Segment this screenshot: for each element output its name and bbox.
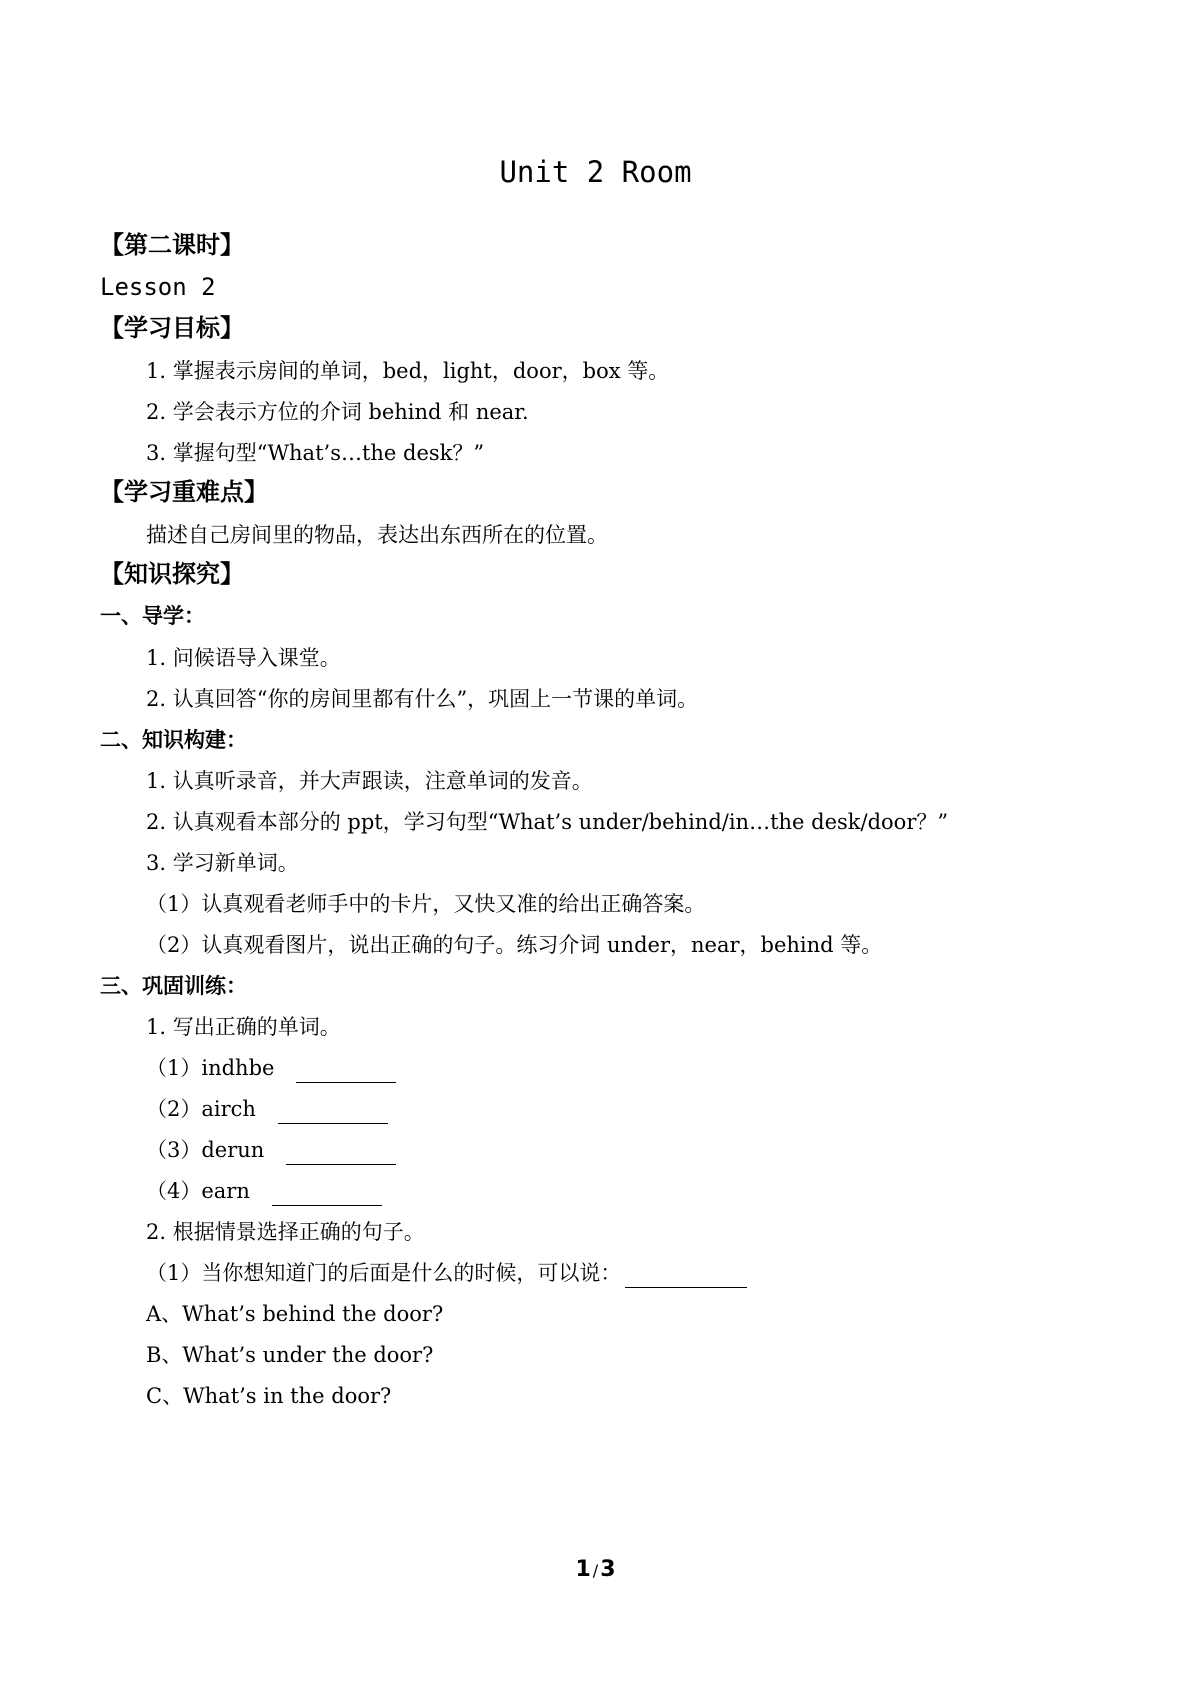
scrambled-word-item <box>146 1176 382 1206</box>
key-points-heading: 【学习重难点】 <box>100 478 268 506</box>
key-points-text: 描述自己房间里的物品，表达出东西所在的位置。 <box>146 523 608 547</box>
scrambled-word-item <box>146 1135 396 1165</box>
answer-option: A、What’s behind the door? <box>146 1302 444 1326</box>
answer-option: C、What’s in the door? <box>146 1384 392 1408</box>
scrambled-word: （1）indhbe <box>146 1056 275 1080</box>
explore-heading: 【知识探究】 <box>100 560 244 588</box>
page-separator: / <box>592 1561 599 1580</box>
task-instruction: 1. 写出正确的单词。 <box>146 1015 341 1039</box>
answer-option: B、What’s under the door? <box>146 1343 434 1367</box>
document-title: Unit 2 Room <box>499 155 692 189</box>
page-total: 3 <box>600 1557 616 1582</box>
section-title: 三、巩固训练： <box>100 974 247 998</box>
question-item <box>146 1258 747 1288</box>
page-current: 1 <box>575 1557 591 1582</box>
objective-item: 1. 掌握表示房间的单词，bed，light，door，box 等。 <box>146 359 670 383</box>
section-subitem: （1）认真观看老师手中的卡片，又快又准的给出正确答案。 <box>146 892 706 916</box>
scrambled-word-item <box>146 1094 388 1124</box>
section-item: 1. 问候语导入课堂。 <box>146 646 341 670</box>
answer-blank[interactable] <box>286 1144 396 1165</box>
scrambled-word-item <box>146 1053 396 1083</box>
section-item: 3. 学习新单词。 <box>146 851 299 875</box>
scrambled-word: （4）earn <box>146 1179 250 1203</box>
section-subitem: （2）认真观看图片，说出正确的句子。练习介词 under，near，behind 等。 <box>146 933 883 957</box>
page-number <box>0 1557 1191 1582</box>
lesson-label: Lesson 2 <box>100 273 216 301</box>
answer-blank[interactable] <box>278 1103 388 1124</box>
objective-item: 3. 掌握句型“What’s…the desk？” <box>146 441 485 465</box>
section-item: 2. 认真观看本部分的 ppt，学习句型“What’s under/behind/in…the desk/door？” <box>146 810 949 834</box>
answer-blank[interactable] <box>625 1267 747 1288</box>
scrambled-word: （3）derun <box>146 1138 265 1162</box>
section-item: 2. 认真回答“你的房间里都有什么”，巩固上一节课的单词。 <box>146 687 699 711</box>
objective-item: 2. 学会表示方位的介词 behind 和 near. <box>146 400 529 424</box>
scrambled-word: （2）airch <box>146 1097 256 1121</box>
lesson-time-heading: 【第二课时】 <box>100 231 244 259</box>
section-item: 1. 认真听录音，并大声跟读，注意单词的发音。 <box>146 769 593 793</box>
question-text: （1）当你想知道门的后面是什么的时候，可以说： <box>146 1261 622 1285</box>
section-title: 二、知识构建： <box>100 728 247 752</box>
answer-blank[interactable] <box>272 1185 382 1206</box>
section-title: 一、导学： <box>100 604 205 628</box>
objectives-heading: 【学习目标】 <box>100 314 244 342</box>
task-instruction: 2. 根据情景选择正确的句子。 <box>146 1220 425 1244</box>
answer-blank[interactable] <box>296 1062 396 1083</box>
